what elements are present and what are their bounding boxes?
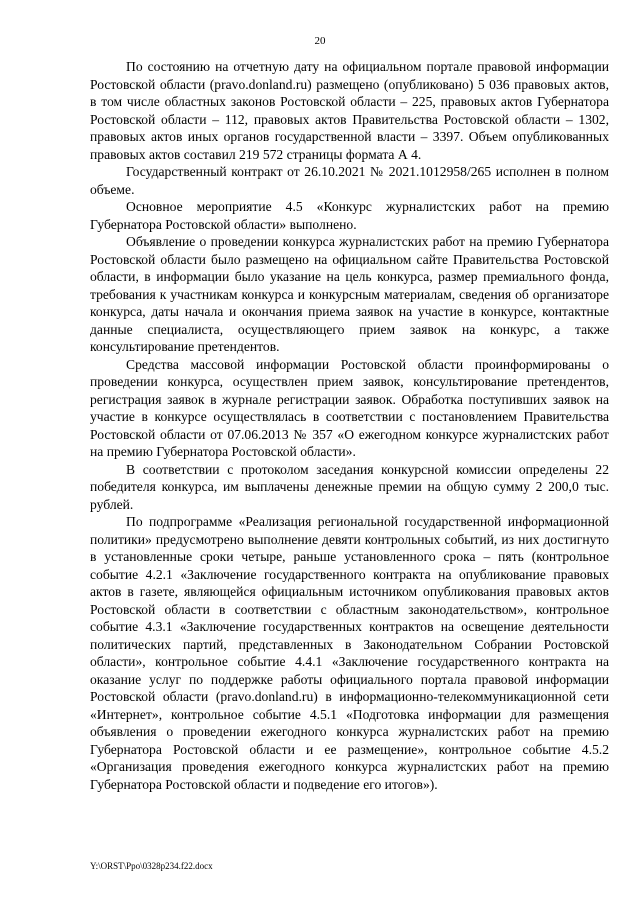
page-number: 20 bbox=[314, 35, 326, 47]
file-path-footer: Y:\ORST\Ppo\0328p234.f22.docx bbox=[90, 861, 213, 871]
paragraph-main-activity-4-5: Основное мероприятие 4.5 «Конкурс журналистских работ на премию Губернатора Ростовской области» выполнено. bbox=[90, 199, 609, 232]
paragraph-media-informed: Средства массовой информации Ростовской области проинформированы о проведении конкурса, осуществлен прием заявок, консультирование претендентов, регистрация заявок в журнале регистрации заявок. Обработка поступивших заявок на участие в конкурсе осуществлялась в соответствии с постановлением Правительства Ростовской области от 07.06.2013 № 357 «О ежегодном конкурсе журналистских работ на премию Губернатора Ростовской области». bbox=[90, 356, 609, 459]
paragraph-contest-winners: В соответствии с протоколом заседания конкурсной комиссии определены 22 победителя конкурса, им выплачены денежные премии на общую сумму 2 200,0 тыс. рублей. bbox=[90, 461, 609, 512]
document-body bbox=[90, 58, 609, 793]
paragraph-subprogram-events: По подпрограмме «Реализация региональной государственной информационной политики» предусмотрено выполнение девяти контрольных событий, из них достигнуто в установленные сроки четыре, раньше установленного срока – пять (контрольное событие 4.2.1 «Заключение государственного контракта на опубликование правовых актов в газете, являющейся официальным источником опубликования правовых актов Ростовской области в соответствии с областным законодательством», контрольное событие 4.3.1 «Заключение государственных контрактов на освещение деятельности политических партий, представленных в Законодательном Собрании Ростовской области», контрольное событие 4.4.1 «Заключение государственного контракта на оказание услуг по поддержке работы официального портала правовой информации Ростовской области (pravo.donland.ru) в информационно-телекоммуникационной сети «Интернет», контрольное событие 4.5.1 «Подготовка информации для размещения объявления о проведении ежегодного конкурса журналистских работ на премию Губернатора Ростовской области и ее размещение», контрольное событие 4.5.2 «Организация проведения ежегодного конкурса журналистских работ на премию Губернатора Ростовской области и подведение его итогов»). bbox=[90, 514, 609, 792]
paragraph-state-contract: Государственный контракт от 26.10.2021 № 2021.1012958/265 исполнен в полном объеме. bbox=[90, 164, 609, 197]
paragraph-contest-announcement: Объявление о проведении конкурса журналистских работ на премию Губернатора Ростовской области было размещено на официальном сайте Правительства Ростовской области, в информации было указание на цель конкурса, размер премиального фонда, требования к участникам конкурса и конкурсным материалам, сведения об организаторе конкурса, даты начала и окончания приема заявок на участие в конкурсе, контактные данные специалиста, осуществляющего прием заявок на конкурс, а также консультирование претендентов. bbox=[90, 234, 609, 354]
paragraph-portal-statistics: По состоянию на отчетную дату на официальном портале правовой информации Ростовской области (pravo.donland.ru) размещено (опубликовано) 5 036 правовых актов, в том числе областных законов Ростовской области – 225, правовых актов Губернатора Ростовской области – 112, правовых актов Правительства Ростовской области – 1302, правовых актов иных органов государственной власти – 3397. Объем опубликованных правовых актов составил 219 572 страницы формата А 4. bbox=[90, 59, 609, 162]
